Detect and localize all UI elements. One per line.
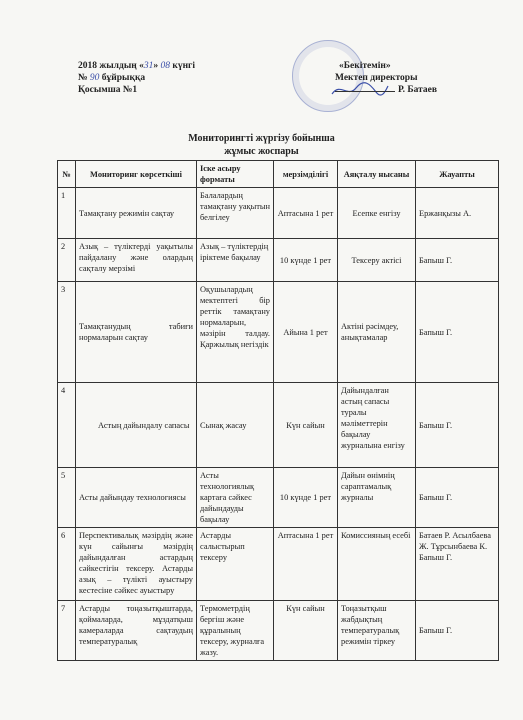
- col-header-completion: Аяқталу нысаны: [338, 161, 416, 188]
- row-indicator: Азық – түліктерді уақытылы пайдалану және олардың сақталу мерзімі: [76, 239, 197, 282]
- row-indicator: Асты дайындау технологиясы: [76, 468, 197, 528]
- row-responsible: Бапыш Г.: [416, 601, 499, 661]
- table-row: [58, 528, 499, 601]
- row-responsible: Ержанқызы А.: [416, 188, 499, 239]
- row-number: 3: [58, 282, 76, 383]
- approval-block: [335, 60, 437, 96]
- table-header-row: [58, 161, 499, 188]
- row-number: 5: [58, 468, 76, 528]
- order-date-line: 2018 жылдың «31» 08 күнгі: [78, 61, 195, 71]
- row-indicator: Тамақтану режимін сақтау: [76, 188, 197, 239]
- row-number: 1: [58, 188, 76, 239]
- plan-subtitle: жұмыс жоспары: [224, 146, 299, 157]
- row-format: Азық – түліктердің іріктеме бақылау: [197, 239, 274, 282]
- row-number: 2: [58, 239, 76, 282]
- table-row: [58, 383, 499, 468]
- row-responsible: Бапыш Г.: [416, 383, 499, 468]
- col-header-responsible: Жауапты: [416, 161, 499, 188]
- row-completion: Актіні рәсімдеу, анықтамалар: [338, 282, 416, 383]
- table-row: [58, 468, 499, 528]
- order-day: 31: [143, 61, 154, 71]
- row-format: Оқушылардың мектептегі бір реттік тамақтану нормаларын, мәзірін талдау. Қаржылық негіздік: [197, 282, 274, 383]
- director-name: Р. Батаев: [398, 85, 438, 95]
- row-period: Аптасына 1 рет: [274, 188, 338, 239]
- appendix-label: Қосымша №1: [78, 85, 138, 95]
- row-period: Күн сайын: [274, 601, 338, 661]
- approve-label: «Бекітемін»: [339, 61, 391, 71]
- row-completion: Тексеру актісі: [338, 239, 416, 282]
- row-number: 4: [58, 383, 76, 468]
- row-number: 7: [58, 601, 76, 661]
- monitoring-plan-table: [57, 160, 499, 661]
- director-position: Мектеп директоры: [335, 73, 418, 83]
- row-completion: Дайын өнімнің сараптамалық журналы: [338, 468, 416, 528]
- row-period: Күн сайын: [274, 383, 338, 468]
- row-period: Аптасына 1 рет: [274, 528, 338, 601]
- col-header-indicator: Мониторинг көрсеткіші: [76, 161, 197, 188]
- order-number: 90: [89, 73, 100, 83]
- table-row: [58, 188, 499, 239]
- row-period: 10 күнде 1 рет: [274, 468, 338, 528]
- row-indicator: Астың дайындалу сапасы: [76, 383, 197, 468]
- row-completion: Есепке енгізу: [338, 188, 416, 239]
- order-month: 08: [160, 61, 170, 71]
- order-number-line: № 90 бұйрыққа: [78, 73, 146, 83]
- row-responsible: Бапыш Г.: [416, 468, 499, 528]
- table-row: [58, 239, 499, 282]
- row-completion: Комиссияның есебі: [338, 528, 416, 601]
- row-format: Термометрдің бергіш және құралының тексеру, журналға жазу.: [197, 601, 274, 661]
- row-indicator: Астарды тоңазытқыштарда, қоймаларда, мұздатқыш камераларда сақтаудың температуралық: [76, 601, 197, 661]
- col-header-format: Іске асыру форматы: [197, 161, 274, 188]
- row-responsible: Бапыш Г.: [416, 239, 499, 282]
- plan-title: Мониторингті жүргізу бойынша: [188, 133, 335, 144]
- row-format: Балалардың тамақтану уақытын белгілеу: [197, 188, 274, 239]
- row-responsible: Батаев Р. Асылбаева Ж. Тұрсынбаева К. Бапыш Г.: [416, 528, 499, 601]
- row-indicator: Перспективалық мәзірдің және күн сайынғы мәзірдің дайындалған астардың сәйкестігін тексеру. Астарды азық – түлікті ауыстыру кестесіне сәйкес ауыстыру: [76, 528, 197, 601]
- row-completion: Тоңазытқыш жабдықтың температуралық режимін тіркеу: [338, 601, 416, 661]
- row-number: 6: [58, 528, 76, 601]
- row-format: Асты технологиялық картаға сәйкес дайындауды бақылау: [197, 468, 274, 528]
- row-period: Айына 1 рет: [274, 282, 338, 383]
- table-row: [58, 282, 499, 383]
- row-format: Астарды салыстырып тексеру: [197, 528, 274, 601]
- row-indicator: Тамақтанудың табиғи нормаларын сақтау: [76, 282, 197, 383]
- row-period: 10 күнде 1 рет: [274, 239, 338, 282]
- row-completion: Дайындалған астың сапасы туралы мәліметтерін бақылау журналына енгізу: [338, 383, 416, 468]
- col-header-number: №: [58, 161, 76, 188]
- table-row: [58, 601, 499, 661]
- col-header-period: мерзімділігі: [274, 161, 338, 188]
- row-format: Сынақ жасау: [197, 383, 274, 468]
- row-responsible: Бапыш Г.: [416, 282, 499, 383]
- director-name-line: [335, 84, 437, 96]
- order-reference: [78, 60, 195, 96]
